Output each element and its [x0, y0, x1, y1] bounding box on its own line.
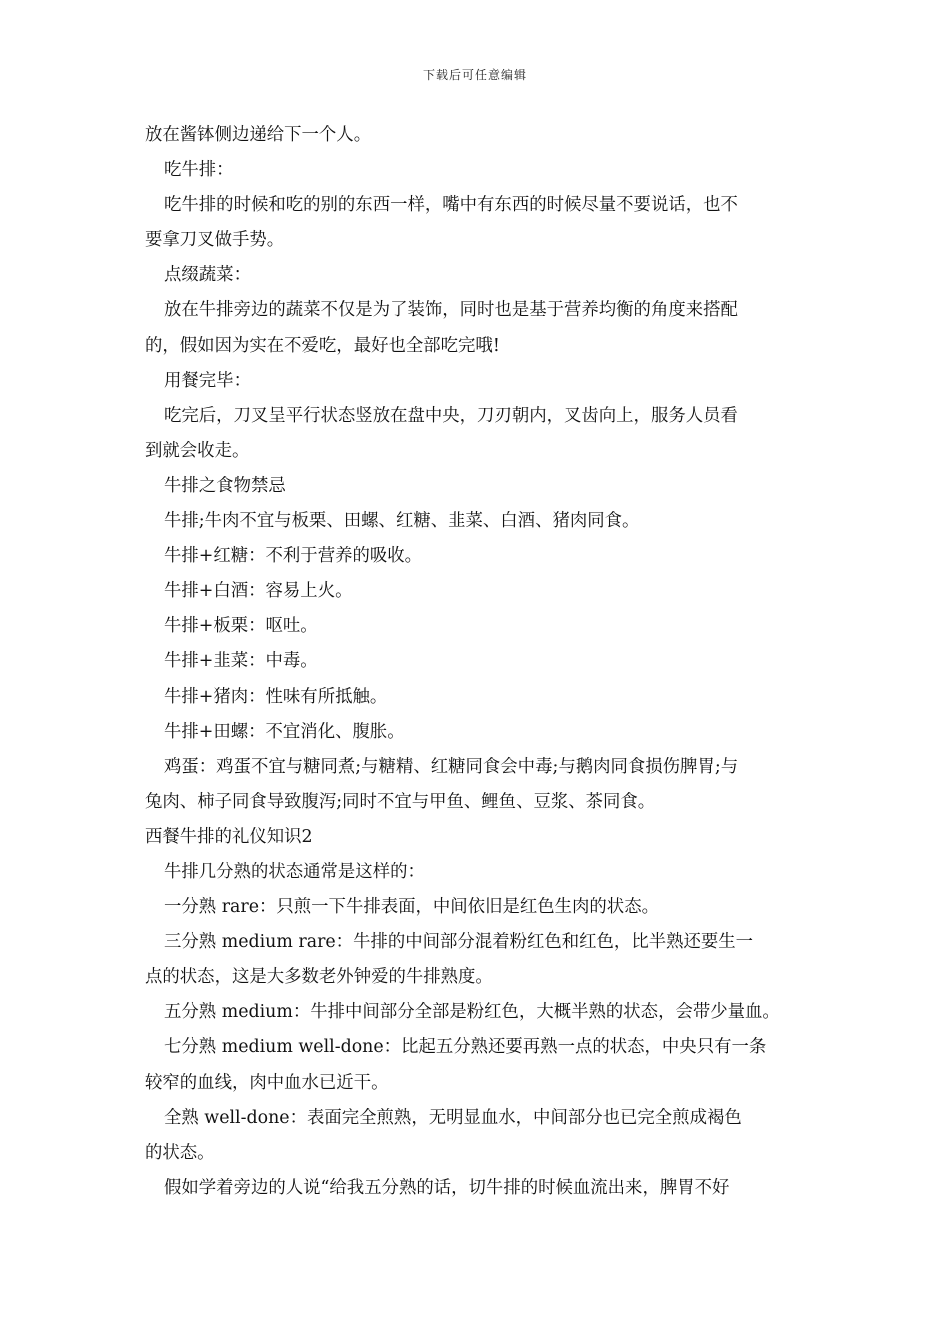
- text-line: 鸡蛋：鸡蛋不宜与糖同煮;与糖精、红糖同食会中毒;与鹅肉同食损伤脾胃;与: [164, 756, 739, 777]
- text-line: 点缀蔬菜：: [164, 265, 251, 286]
- text-line: 点的状态，这是大多数老外钟爱的牛排熟度。: [145, 967, 493, 988]
- text-line: 牛排;牛肉不宜与板栗、田螺、红糖、韭菜、白酒、猪肉同食。: [164, 511, 640, 532]
- text-line: 假如学着旁边的人说“给我五分熟的话，切牛排的时候血流出来，脾胃不好: [164, 1177, 730, 1198]
- text-line: 的状态。: [145, 1142, 215, 1163]
- document-body: [145, 118, 815, 1206]
- text-line: 要拿刀叉做手势。: [145, 230, 285, 251]
- text-line: 牛排+红糖：不利于营养的吸收。: [164, 546, 423, 567]
- text-line: 五分熟 medium：牛排中间部分全部是粉红色，大概半熟的状态，会带少量血。: [164, 1002, 780, 1023]
- text-line: 全熟 well-done：表面完全煎熟，无明显血水，中间部分也已完全煎成褐色: [164, 1107, 742, 1128]
- text-line: 西餐牛排的礼仪知识2: [145, 826, 313, 847]
- text-line: 兔肉、柿子同食导致腹泻;同时不宜与甲鱼、鲤鱼、豆浆、茶同食。: [145, 791, 656, 812]
- text-line: 牛排+田螺：不宜消化、腹胀。: [164, 721, 405, 742]
- text-line: 的，假如因为实在不爱吃，最好也全部吃完哦!: [145, 335, 500, 356]
- text-line: 用餐完毕：: [164, 370, 251, 391]
- page-header: 下载后可任意编辑: [422, 68, 527, 82]
- text-line: 吃牛排的时候和吃的别的东西一样，嘴中有东西的时候尽量不要说话，也不: [164, 195, 738, 216]
- text-line: 牛排之食物禁忌: [164, 475, 286, 496]
- text-line: 牛排+韭菜：中毒。: [164, 651, 318, 672]
- text-line: 牛排+白酒：容易上火。: [164, 581, 353, 602]
- text-line: 三分熟 medium rare：牛排的中间部分混着粉红色和红色，比半熟还要生一: [164, 932, 754, 953]
- text-line: 牛排+猪肉：性味有所抵触。: [164, 686, 388, 707]
- text-line: 牛排+板栗：呕吐。: [164, 616, 318, 637]
- text-line: 较窄的血线，肉中血水已近干。: [145, 1072, 389, 1093]
- text-line: 一分熟 rare：只煎一下牛排表面，中间依旧是红色生肉的状态。: [164, 897, 659, 918]
- text-line: 吃牛排：: [164, 160, 234, 181]
- text-line: 到就会收走。: [145, 440, 250, 461]
- text-line: 放在酱钵侧边递给下一个人。: [145, 125, 372, 145]
- text-line: 放在牛排旁边的蔬菜不仅是为了装饰，同时也是基于营养均衡的角度来搭配: [164, 300, 738, 321]
- text-line: 吃完后，刀叉呈平行状态竖放在盘中央，刀刃朝内，叉齿向上，服务人员看: [164, 405, 738, 426]
- text-line: 七分熟 medium well-done：比起五分熟还要再熟一点的状态，中央只有一条: [164, 1037, 767, 1058]
- text-line: 牛排几分熟的状态通常是这样的：: [164, 861, 425, 882]
